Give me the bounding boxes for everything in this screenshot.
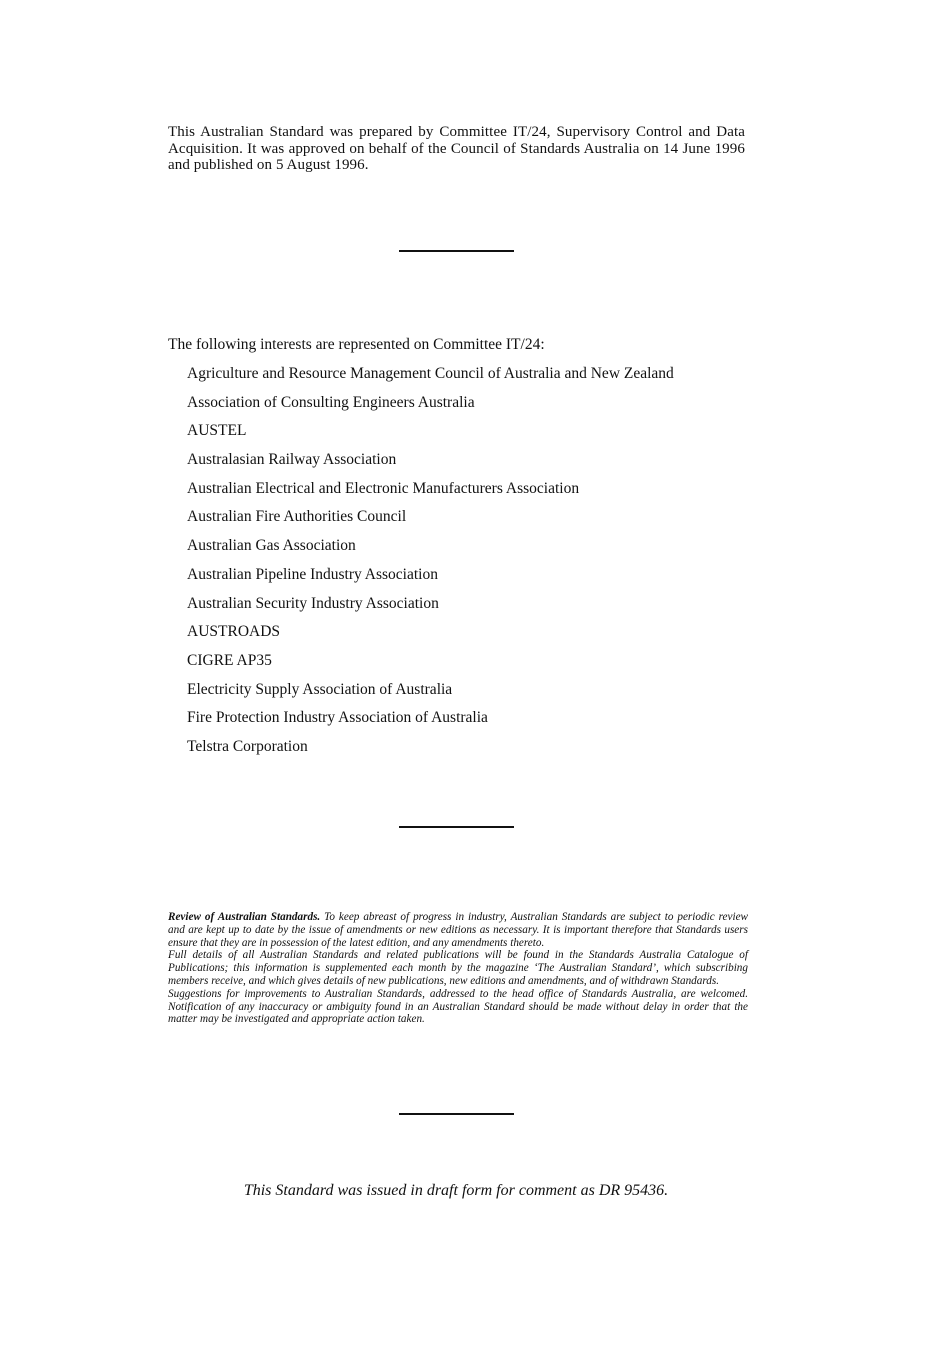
section-divider [399,826,514,828]
list-item: Fire Protection Industry Association of Australia [187,709,488,727]
review-lead: Review of Australian Standards. [168,911,321,923]
list-item: Australian Pipeline Industry Association [187,565,438,583]
review-notice [168,911,748,1026]
review-paragraph: Suggestions for improvements to Australian Standards, addressed to the head office of Standards Australia, are welcomed. Notification of any inaccuracy or ambiguity found in an Australian Standard should be made without delay in order that the matter may be investigated and appropriate action taken. [168,987,748,1026]
list-item: AUSTROADS [187,623,281,641]
list-item: Agriculture and Resource Management Council of Australia and New Zealand [187,365,674,382]
list-item: AUSTEL [187,422,247,440]
list-item: Australian Gas Association [187,537,356,555]
section-divider [399,1113,514,1115]
committee-heading: The following interests are represented on Committee IT/24: [168,336,545,353]
list-item: Australian Fire Authorities Council [187,508,407,526]
list-item: Electricity Supply Association of Australia [187,680,453,698]
review-paragraph: Full details of all Australian Standards and related publications will be found in the Standards Australia Catalogue of Publications; this information is supplemented each month by the magazine ‘The Australian Standard’, which subscribing members receive, and which gives details of new publications, new editions and amendments, and of withdrawn Standards. [168,949,748,987]
committee-member-list [187,364,674,766]
list-item: Australasian Railway Association [187,451,397,469]
list-item: Australian Security Industry Association [187,594,439,612]
list-item: Australian Electrical and Electronic Manufacturers Association [187,479,580,497]
approval-statement: This Australian Standard was prepared by Committee IT/24, Supervisory Control and Data Acquisition. It was approved on behalf of the Council of Standards Australia on 14 June 1996 and published on 5 August 1996. [168,124,745,173]
list-item: Association of Consulting Engineers Australia [187,393,475,411]
draft-note: This Standard was issued in draft form for comment as DR 95436. [243,1182,669,1199]
list-item: Telstra Corporation [187,737,308,755]
section-divider [399,250,514,252]
list-item: CIGRE AP35 [187,651,272,669]
review-text: To keep abreast of progress in industry, Australian Standards are subject to periodic review and are kept up to date by the issue of amendments or new editions as necessary. It is important therefore that Standards users ensure that they are in possession of the latest edition, and any amendments thereto. [168,911,749,949]
review-paragraph [168,911,748,949]
